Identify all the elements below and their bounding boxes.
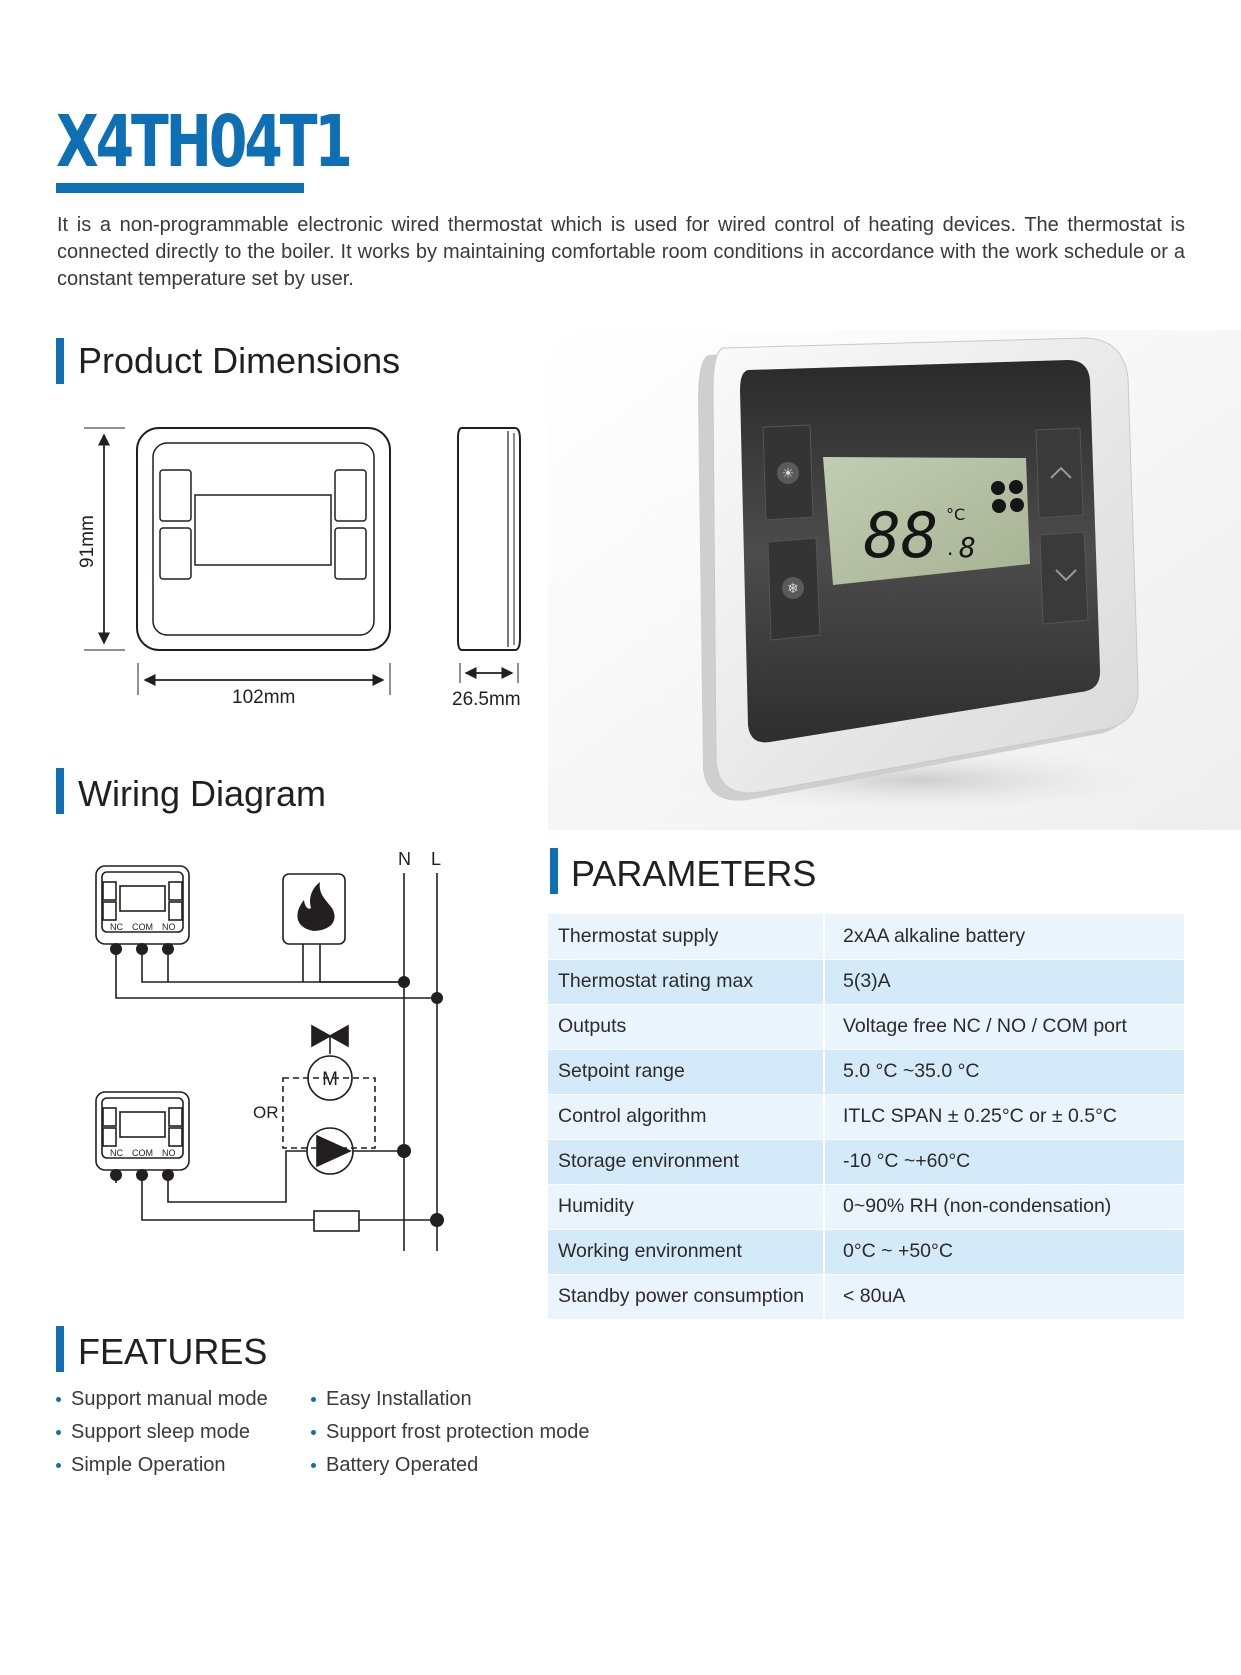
parameter-name: Humidity (548, 1184, 824, 1229)
parameter-value: 5.0 °C ~35.0 °C (824, 1049, 1184, 1094)
live-label: L (431, 849, 442, 869)
bullet-icon (311, 1463, 316, 1468)
width-label: 102mm (232, 687, 296, 708)
lcd-unit: °C (946, 505, 966, 524)
feature-item: Support manual mode (56, 1383, 268, 1416)
svg-text:❄: ❄ (787, 581, 799, 597)
parameter-value: < 80uA (824, 1274, 1184, 1319)
intro-text: It is a non-programmable electronic wired thermostat which is used for wired control of heating devices. The thermostat is connected directly to the boiler. It works by maintaining comfortable room conditions in accordance with the work schedule or a constant temperature set by user. (57, 214, 1185, 290)
svg-text:☀: ☀ (781, 466, 795, 482)
section-title-features: FEATURES (78, 1331, 268, 1372)
parameter-name: Outputs (548, 1004, 824, 1049)
section-title-dimensions: Product Dimensions (78, 340, 401, 381)
table-row (548, 1004, 1184, 1049)
bullet-icon (311, 1430, 316, 1435)
parameter-name: Standby power consumption (548, 1274, 824, 1319)
lcd-digits: 88 (863, 499, 939, 572)
table-row (548, 1274, 1184, 1319)
table-row (548, 959, 1184, 1004)
table-row (548, 1139, 1184, 1184)
section-title-wiring: Wiring Diagram (78, 773, 327, 814)
features-list-left (56, 1383, 268, 1482)
parameter-value: Voltage free NC / NO / COM port (824, 1004, 1184, 1049)
bullet-icon (56, 1463, 61, 1468)
section-marker (56, 338, 64, 384)
table-row (548, 1049, 1184, 1094)
thermostat-photo (548, 330, 1241, 830)
section-marker (56, 768, 64, 814)
table-row (548, 1184, 1184, 1229)
terminal-no-label: NO (162, 922, 176, 932)
parameter-value: 0~90% RH (non-condensation) (824, 1184, 1184, 1229)
table-row (548, 1094, 1184, 1139)
terminal-nc-label: NC (110, 922, 123, 932)
feature-item: Easy Installation (311, 1383, 589, 1416)
height-label: 91mm (77, 515, 98, 568)
neutral-label: N (398, 849, 411, 869)
depth-label: 26.5mm (452, 689, 521, 710)
parameter-value: 2xAA alkaline battery (824, 914, 1184, 959)
terminal-nc-label: NC (110, 1148, 123, 1158)
terminal-no-label: NO (162, 1148, 176, 1158)
parameter-name: Thermostat supply (548, 914, 824, 959)
parameter-name: Control algorithm (548, 1094, 824, 1139)
section-title-parameters: PARAMETERS (571, 853, 817, 894)
parameter-value: 5(3)A (824, 959, 1184, 1004)
features-list-right (311, 1383, 589, 1482)
table-row (548, 914, 1184, 959)
parameter-name: Storage environment (548, 1139, 824, 1184)
dimension-drawing (70, 415, 540, 715)
feature-item: Simple Operation (56, 1449, 268, 1482)
parameter-name: Working environment (548, 1229, 824, 1274)
bullet-icon (56, 1430, 61, 1435)
parameter-value: ITLC SPAN ± 0.25°C or ± 0.5°C (824, 1094, 1184, 1139)
wiring-diagram (80, 848, 460, 1268)
parameter-value: -10 °C ~+60°C (824, 1139, 1184, 1184)
parameter-name: Setpoint range (548, 1049, 824, 1094)
bullet-icon (56, 1397, 61, 1402)
parameter-name: Thermostat rating max (548, 959, 824, 1004)
section-marker (56, 1326, 64, 1372)
title-underline (56, 183, 304, 193)
model-title: X4TH04T1 (56, 100, 350, 183)
bullet-icon (311, 1397, 316, 1402)
motor-label: M (322, 1069, 338, 1090)
lcd-decimal: 8 (959, 531, 976, 564)
or-label: OR (253, 1103, 279, 1122)
feature-item: Support frost protection mode (311, 1416, 589, 1449)
feature-item: Support sleep mode (56, 1416, 268, 1449)
section-marker (550, 848, 558, 894)
parameter-value: 0°C ~ +50°C (824, 1229, 1184, 1274)
feature-item: Battery Operated (311, 1449, 589, 1482)
table-row (548, 1229, 1184, 1274)
svg-text:.: . (947, 536, 954, 560)
parameters-table (548, 914, 1184, 1320)
terminal-com-label: COM (132, 922, 153, 932)
terminal-com-label: COM (132, 1148, 153, 1158)
